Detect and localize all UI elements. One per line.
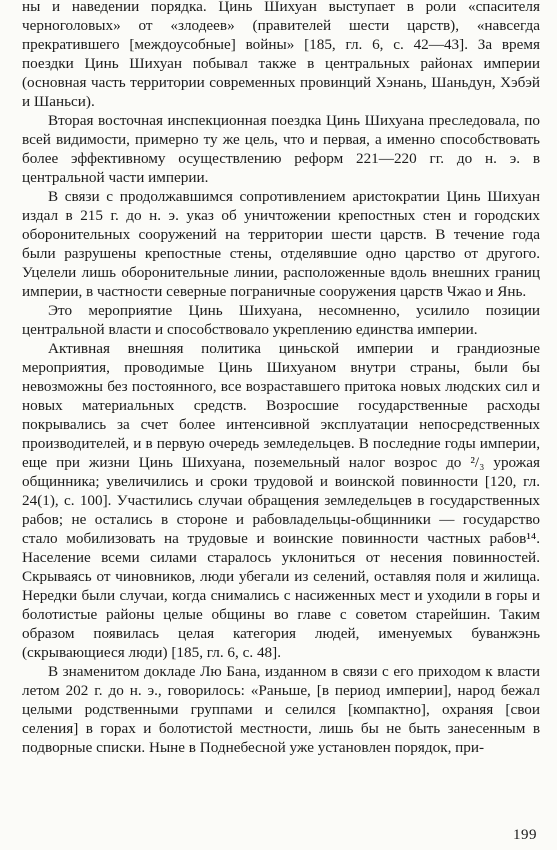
- paragraph-3: В связи с продолжавшимся сопротивлением аристократии Цинь Шихуан издал в 215 г. до н. э. указ об уничтожении крепостных стен и городских оборонительных сооружений на территории шести царств. В течение года были разрушены крепостные стены, отделявшие одно царство от другого. Уцелели лишь оборонительные линии, расположенные вдоль внешних границ империи, в частности северные пограничные сооружения царств Чжао и Янь.: [22, 188, 540, 300]
- paragraph-4: Это мероприятие Цинь Шихуана, несомненно, усилило позиции центральной власти и способствовало укреплению единства империи.: [22, 302, 540, 338]
- paragraph-2: Вторая восточная инспекционная поездка Цинь Шихуана преследовала, по всей видимости, примерно ту же цель, что и первая, а именно способствовать более эффективному осуществлению реформ 221—220 гг. до н. э. в центральной части империи.: [22, 112, 540, 186]
- body-text: [22, 0, 540, 757]
- paragraph-5: Активная внешняя политика циньской империи и грандиозные мероприятия, проводимые Цинь Шихуаном внутри страны, были бы невозможны без постоянного, все возраставшего притока новых людских сил и новых материальных средств. Возросшие государственные расходы покрывались за счет более интенсивной эксплуатации непосредственных производителей, и в первую очередь земледельцев. В последние годы империи, еще при жизни Цинь Шихуана, поземельный налог возрос до ²/₃ урожая общинника; увеличились и сроки трудовой и воинской повинности [120, гл. 24(1), с. 100]. Участились случаи обращения земледельцев в государственных рабов; не остались в стороне и рабовладельцы-общинники — государство стало мобилизовать на трудовые и воинские повинности частных рабов¹⁴. Население всеми силами старалось уклониться от несения повинностей. Скрываясь от чиновников, люди убегали из селений, оставляя поля и жилища. Нередки были случаи, когда снимались с насиженных мест и уходили в горы и болотистые районы целые общины во главе с советом старейшин. Таким образом появилась целая категория людей, именуемых буванжэнь (скрывающиеся люди) [185, гл. 6, с. 48].: [22, 340, 540, 661]
- page-number: 199: [513, 827, 537, 843]
- paragraph-1: ны и наведении порядка. Цинь Шихуан выступает в роли «спасителя черноголовых» от «злодеев» (правителей шести царств), «навсегда прекратившего [междоусобные] войны» [185, гл. 6, с. 42—43]. За время поездки Цинь Шихуан побывал также в центральных районах империи (основная часть территории современных провинций Хэнань, Шаньдун, Хэбэй и Шаньси).: [22, 0, 540, 110]
- paragraph-6: В знаменитом докладе Лю Бана, изданном в связи с его приходом к власти летом 202 г. до н. э., говорилось: «Раньше, [в период империи], народ бежал целыми родственными группами и селился [компактно], охраняя [свои селения] в горах и болотистой местности, лишь бы не быть занесенным в подворные списки. Ныне в Поднебесной уже установлен порядок, при-: [22, 663, 540, 756]
